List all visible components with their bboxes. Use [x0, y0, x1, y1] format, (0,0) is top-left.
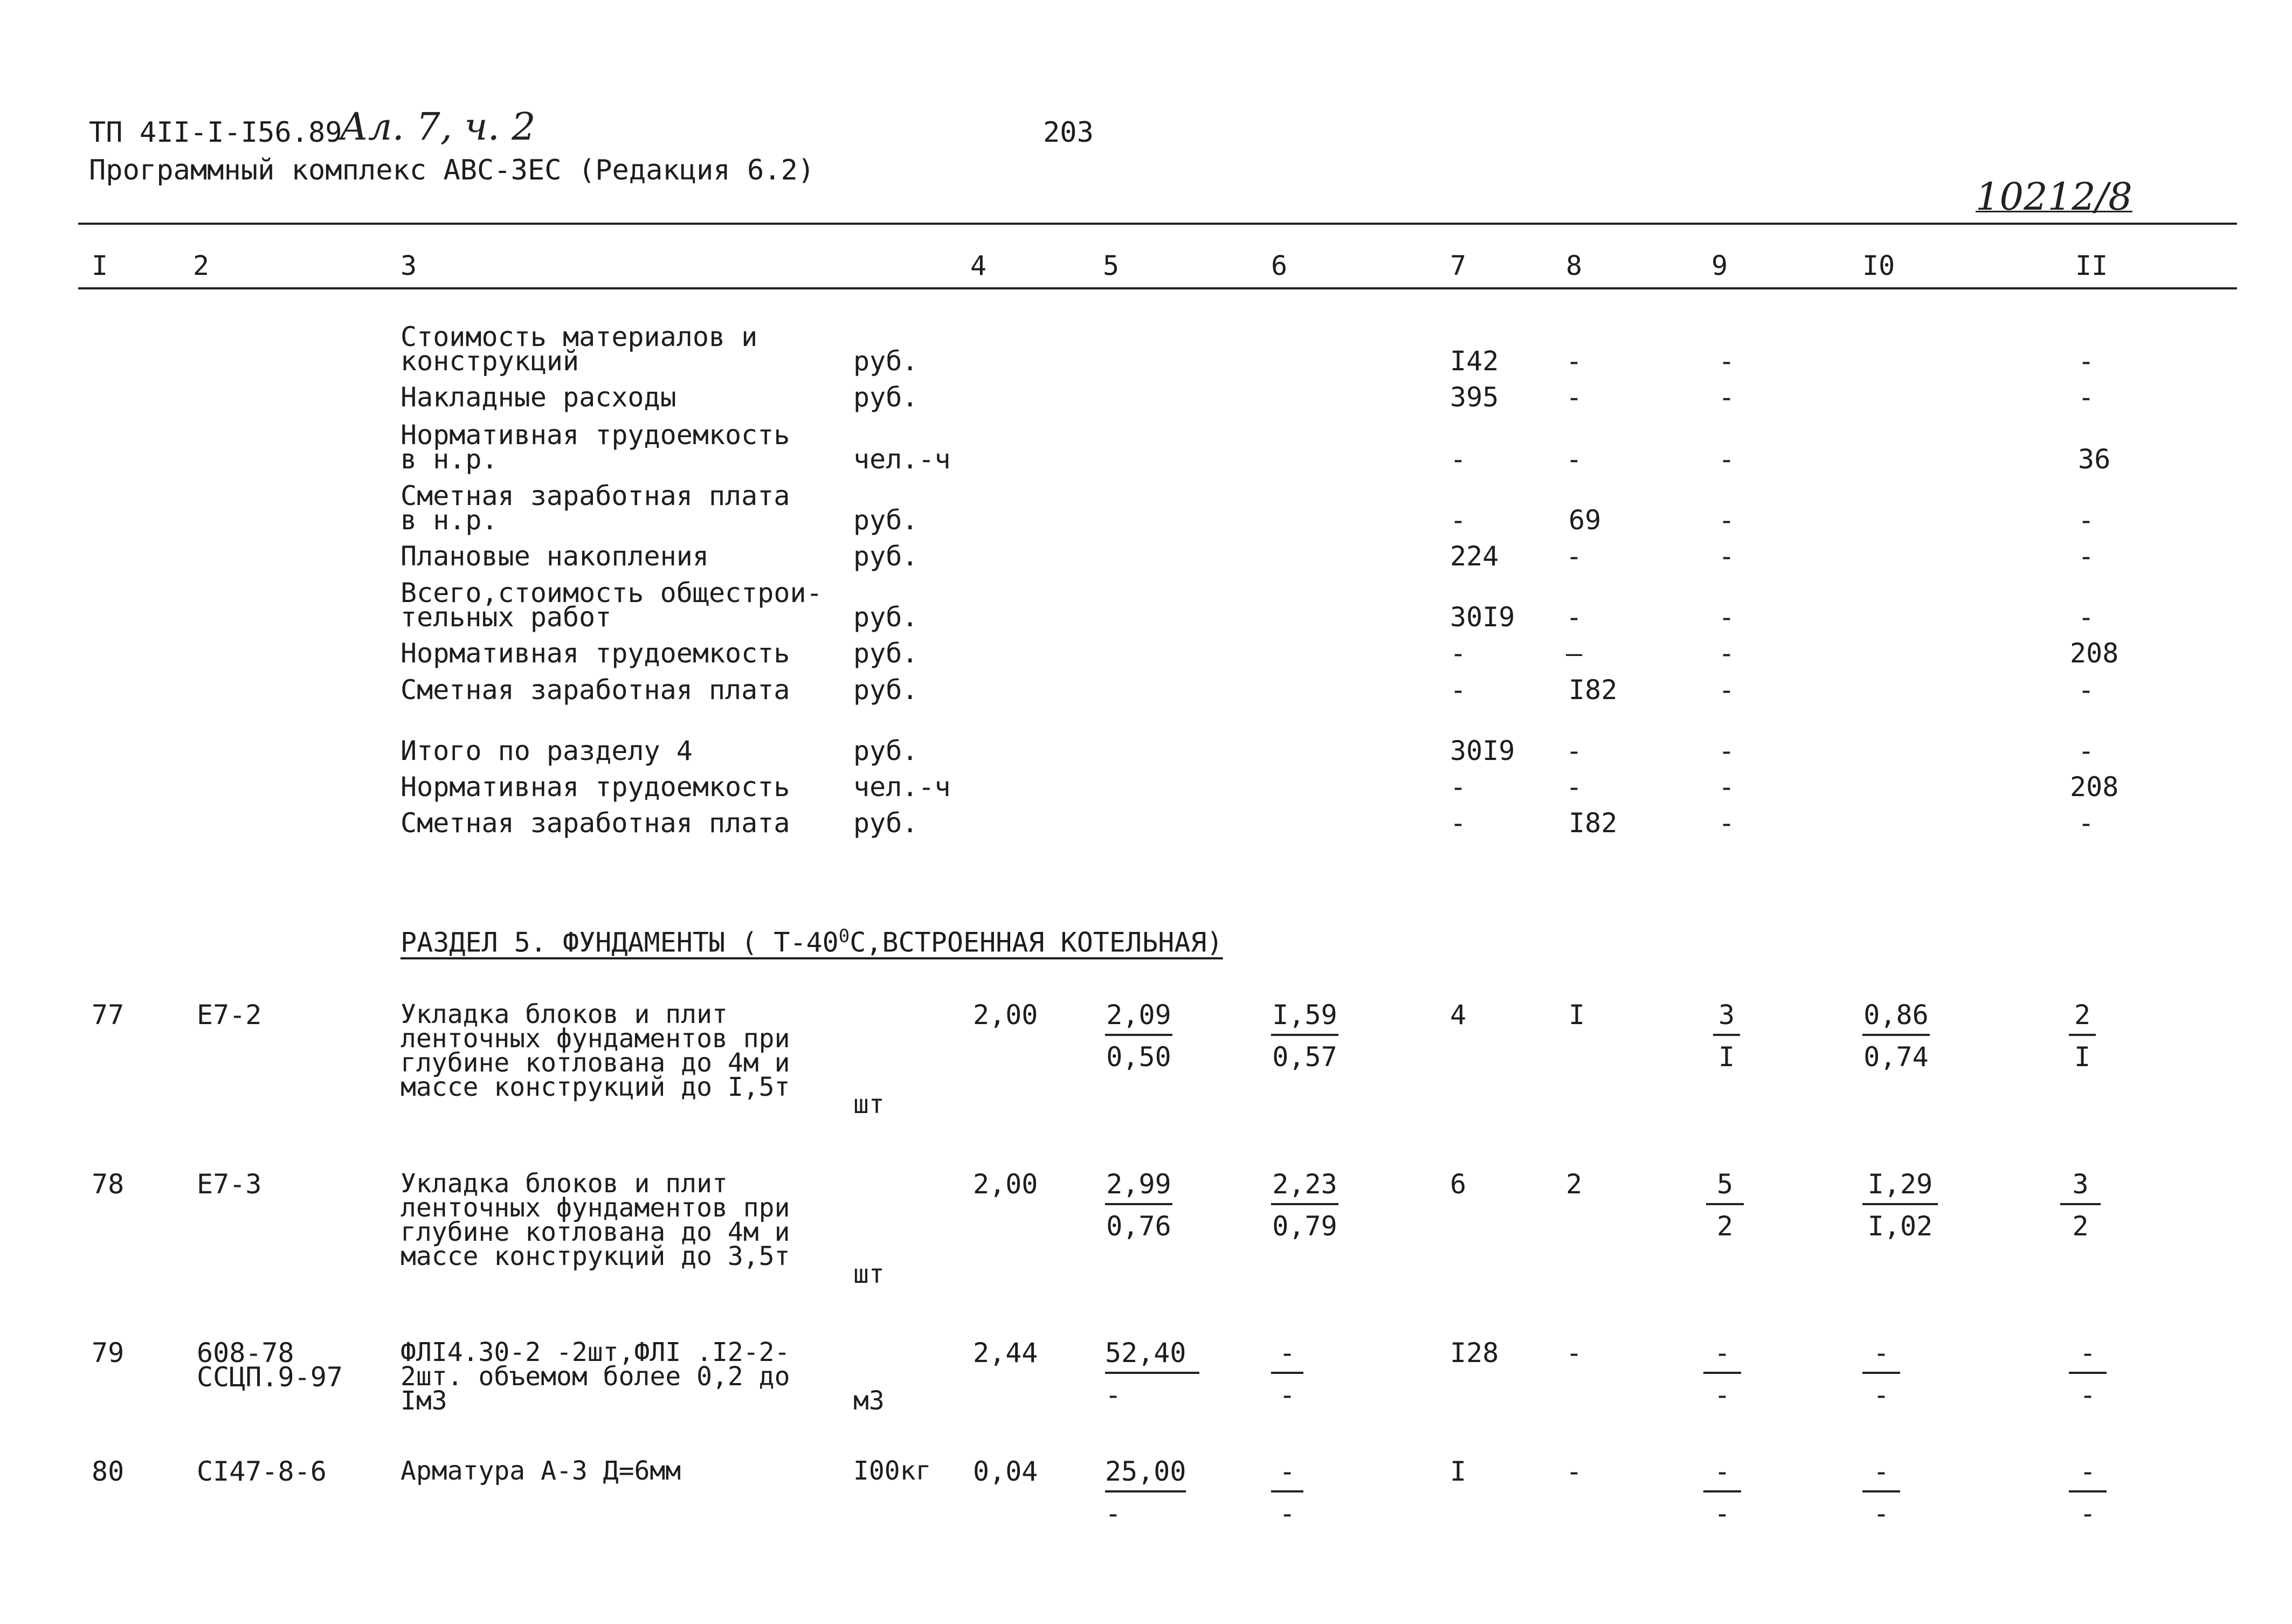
summary-col9: - — [1718, 505, 1735, 536]
item-col6-fraction — [1271, 1337, 1303, 1411]
section-title-degree: 0 — [838, 925, 850, 947]
handwritten-note: Ал. 7, ч. 2 — [340, 105, 536, 149]
fraction-numerator: 3 — [1713, 1001, 1740, 1036]
fraction-numerator: - — [1271, 1339, 1303, 1374]
item-col9-fraction — [1713, 999, 1740, 1073]
fraction-denominator: 0,57 — [1272, 1041, 1337, 1073]
fraction-numerator: I,59 — [1271, 1001, 1338, 1036]
summary-col9: - — [1718, 735, 1735, 766]
item-description: ленточных фундаментов при — [401, 1193, 790, 1223]
item-quantity: 0,04 — [973, 1456, 1038, 1487]
item-unit: м3 — [853, 1386, 885, 1416]
fraction-numerator: 52,40 — [1105, 1339, 1199, 1374]
summary-unit: руб. — [853, 345, 919, 377]
summary-col7: 224 — [1450, 541, 1499, 572]
item-number: 79 — [92, 1337, 125, 1369]
summary-col11: - — [2078, 602, 2095, 633]
fraction-denominator: - — [1279, 1498, 1296, 1529]
summary-col9: - — [1718, 541, 1735, 572]
item-description: Укладка блоков и плит — [401, 1169, 728, 1199]
fraction-numerator: 2 — [2069, 1001, 2096, 1036]
summary-col11: 36 — [2078, 444, 2111, 475]
summary-col9: - — [1718, 771, 1735, 803]
item-col8: I — [1569, 999, 1585, 1031]
column-header: 8 — [1566, 250, 1583, 281]
fraction-numerator: 3 — [2060, 1171, 2101, 1205]
summary-col8: - — [1566, 771, 1583, 803]
summary-col7: 30I9 — [1450, 735, 1515, 766]
summary-col7: I42 — [1450, 345, 1499, 377]
section-title-text: РАЗДЕЛ 5. ФУНДАМЕНТЫ ( Т-40 — [401, 927, 839, 958]
item-unit: шт — [853, 1089, 885, 1119]
summary-col11: - — [2078, 674, 2095, 706]
fraction-numerator: 5 — [1706, 1171, 1744, 1205]
fraction-numerator: - — [2069, 1458, 2107, 1492]
item-col11-fraction — [2069, 1337, 2107, 1411]
fraction-numerator: 2,99 — [1105, 1171, 1172, 1205]
summary-col7: - — [1450, 638, 1467, 669]
summary-col11: - — [2078, 382, 2095, 413]
summary-col8: - — [1566, 602, 1583, 633]
summary-unit: руб. — [853, 674, 919, 706]
summary-unit: руб. — [853, 505, 919, 536]
fraction-numerator: - — [2069, 1339, 2107, 1374]
item-code: СI47-8-6 — [197, 1456, 327, 1487]
summary-label: Нормативная трудоемкость — [401, 419, 790, 451]
fraction-numerator: 2,23 — [1271, 1171, 1338, 1205]
item-number: 80 — [92, 1456, 125, 1487]
item-description: массе конструкций до I,5т — [401, 1072, 790, 1102]
summary-label: конструкций — [401, 345, 579, 377]
item-unit: I00кг — [853, 1456, 931, 1486]
summary-unit: чел.-ч — [853, 771, 951, 803]
summary-col9: - — [1718, 382, 1735, 413]
item-col10-fraction — [1862, 999, 1930, 1073]
summary-col7: - — [1450, 674, 1467, 706]
item-description: ленточных фундаментов при — [401, 1024, 790, 1054]
summary-col11: 208 — [2070, 638, 2119, 669]
item-col10-fraction — [1862, 1171, 1938, 1240]
summary-col8: I82 — [1569, 807, 1618, 839]
column-header: I0 — [1862, 250, 1895, 281]
fraction-denominator: I,02 — [1867, 1211, 1933, 1242]
item-col5-fraction — [1105, 1458, 1186, 1527]
summary-unit: руб. — [853, 735, 919, 766]
fraction-denominator: 0,50 — [1106, 1041, 1171, 1073]
fraction-numerator: - — [1862, 1458, 1900, 1492]
summary-col7: 395 — [1450, 382, 1499, 413]
column-header: 5 — [1103, 250, 1120, 281]
summary-col8: - — [1566, 735, 1583, 766]
item-code: 608-78 — [197, 1337, 294, 1369]
fraction-denominator: - — [1714, 1498, 1731, 1529]
item-code: Е7-2 — [197, 999, 262, 1031]
item-col6-fraction — [1271, 1458, 1303, 1527]
item-col11-fraction — [2060, 1171, 2101, 1240]
summary-col9: - — [1718, 807, 1735, 839]
summary-col8: — — [1566, 638, 1583, 669]
summary-unit: руб. — [853, 541, 919, 572]
document-code: ТП 4II-I-I56.89 — [89, 116, 342, 149]
table-top-rule — [78, 223, 2237, 225]
summary-col9: - — [1718, 638, 1735, 669]
summary-label: Нормативная трудоемкость — [401, 638, 790, 669]
item-quantity: 2,00 — [973, 999, 1038, 1031]
item-col8: 2 — [1566, 1169, 1583, 1200]
fraction-denominator: I — [2074, 1041, 2091, 1073]
summary-label: Стоимость материалов и — [401, 321, 758, 353]
item-unit: шт — [853, 1259, 885, 1289]
fraction-denominator: 0,74 — [1863, 1041, 1929, 1073]
fraction-numerator: 2,09 — [1105, 1001, 1172, 1036]
summary-col8: I82 — [1569, 674, 1618, 706]
summary-col11: - — [2078, 807, 2095, 839]
item-col10-fraction — [1862, 1458, 1900, 1527]
summary-label: Сметная заработная плата — [401, 807, 790, 839]
summary-unit: руб. — [853, 807, 919, 839]
fraction-denominator: - — [1279, 1379, 1296, 1411]
fraction-numerator: 25,00 — [1105, 1458, 1186, 1492]
column-header: 9 — [1711, 250, 1728, 281]
fraction-denominator: 2 — [2072, 1211, 2089, 1242]
item-description: Арматура А-3 Д=6мм — [401, 1456, 681, 1486]
item-col9-fraction — [1703, 1458, 1741, 1527]
summary-label: Всего,стоимость общестрои- — [401, 577, 823, 609]
summary-col9: - — [1718, 345, 1735, 377]
summary-label: Сметная заработная плата — [401, 674, 790, 706]
item-col8: - — [1566, 1337, 1583, 1369]
item-description: массе конструкций до 3,5т — [401, 1241, 790, 1271]
summary-col11: 208 — [2070, 771, 2119, 803]
fraction-numerator: 0,86 — [1862, 1001, 1930, 1036]
summary-label: тельных работ — [401, 602, 612, 633]
item-description: Iм3 — [401, 1386, 447, 1416]
column-header: 4 — [970, 250, 987, 281]
item-description: глубине котлована до 4м и — [401, 1048, 790, 1078]
item-number: 77 — [92, 999, 125, 1031]
item-col11-fraction — [2069, 1458, 2107, 1527]
summary-unit: руб. — [853, 602, 919, 633]
fraction-denominator: - — [2079, 1379, 2096, 1411]
summary-col9: - — [1718, 674, 1735, 706]
column-header: 2 — [193, 250, 210, 281]
item-quantity: 2,44 — [973, 1337, 1038, 1369]
item-col7: 4 — [1450, 999, 1467, 1031]
column-header: I — [92, 250, 108, 281]
item-col8: - — [1566, 1456, 1583, 1487]
item-col9-fraction — [1703, 1337, 1741, 1411]
fraction-denominator: I — [1718, 1041, 1735, 1073]
item-col6-fraction — [1271, 1171, 1338, 1240]
fraction-numerator: I,29 — [1862, 1171, 1938, 1205]
summary-label: Плановые накопления — [401, 541, 709, 572]
page-number: 203 — [1043, 116, 1094, 149]
fraction-denominator: - — [1873, 1498, 1890, 1529]
section-title — [401, 927, 1223, 956]
summary-label: Накладные расходы — [401, 382, 676, 413]
item-col7: I — [1450, 1456, 1467, 1487]
summary-col7: 30I9 — [1450, 602, 1515, 633]
summary-col8: - — [1566, 541, 1583, 572]
summary-col9: - — [1718, 444, 1735, 475]
fraction-numerator: - — [1703, 1458, 1741, 1492]
summary-col8: - — [1566, 444, 1583, 475]
summary-col7: - — [1450, 807, 1467, 839]
column-header: 3 — [401, 250, 417, 281]
summary-col11: - — [2078, 505, 2095, 536]
summary-col8: - — [1566, 345, 1583, 377]
summary-unit: руб. — [853, 382, 919, 413]
summary-col11: - — [2078, 345, 2095, 377]
summary-label: Итого по разделу 4 — [401, 735, 693, 766]
summary-col9: - — [1718, 602, 1735, 633]
summary-col7: - — [1450, 505, 1467, 536]
summary-label: в н.р. — [401, 444, 498, 475]
fraction-denominator: - — [2079, 1498, 2096, 1529]
summary-col7: - — [1450, 444, 1467, 475]
summary-col7: - — [1450, 771, 1467, 803]
fraction-denominator: 2 — [1716, 1211, 1734, 1242]
item-col10-fraction — [1862, 1337, 1900, 1411]
item-col6-fraction — [1271, 999, 1338, 1073]
summary-unit: чел.-ч — [853, 444, 951, 475]
fraction-denominator: - — [1714, 1379, 1731, 1411]
document-subtitle: Программный комплекс АВС-ЗЕС (Редакция 6.2) — [89, 154, 815, 186]
item-col9-fraction — [1706, 1171, 1744, 1240]
summary-label: Нормативная трудоемкость — [401, 771, 790, 803]
item-col7: I28 — [1450, 1337, 1499, 1369]
summary-col11: - — [2078, 735, 2095, 766]
fraction-denominator: - — [1105, 1379, 1122, 1411]
fraction-numerator: - — [1862, 1339, 1900, 1374]
summary-col8: 69 — [1569, 505, 1601, 536]
item-col5-fraction — [1105, 1171, 1172, 1240]
column-header: 6 — [1271, 250, 1288, 281]
fraction-denominator: - — [1873, 1379, 1890, 1411]
summary-col8: - — [1566, 382, 1583, 413]
item-col11-fraction — [2069, 999, 2096, 1073]
column-header: 7 — [1450, 250, 1467, 281]
summary-label: в н.р. — [401, 505, 498, 536]
item-description: глубине котлована до 4м и — [401, 1217, 790, 1247]
item-description: ФЛI4.30-2 -2шт,ФЛI .I2-2- — [401, 1337, 790, 1367]
item-code: Е7-3 — [197, 1169, 262, 1200]
stamp-number: 10212/8 — [1976, 175, 2132, 219]
item-code: ССЦП.9-97 — [197, 1362, 343, 1393]
item-quantity: 2,00 — [973, 1169, 1038, 1200]
item-number: 78 — [92, 1169, 125, 1200]
fraction-numerator: - — [1703, 1339, 1741, 1374]
fraction-numerator: - — [1271, 1458, 1303, 1492]
item-col7: 6 — [1450, 1169, 1467, 1200]
summary-label: Сметная заработная плата — [401, 480, 790, 512]
fraction-denominator: 0,76 — [1106, 1211, 1171, 1242]
item-description: Укладка блоков и плит — [401, 999, 728, 1029]
summary-col11: - — [2078, 541, 2095, 572]
table-header-rule — [78, 287, 2237, 289]
item-col5-fraction — [1105, 999, 1172, 1073]
item-description: 2шт. объемом более 0,2 до — [401, 1362, 790, 1392]
item-col5-fraction — [1105, 1337, 1199, 1411]
fraction-denominator: - — [1105, 1498, 1122, 1529]
fraction-denominator: 0,79 — [1272, 1211, 1337, 1242]
column-header: II — [2075, 250, 2108, 281]
section-title-text: С,ВСТРОЕННАЯ КОТЕЛЬНАЯ) — [850, 927, 1223, 958]
summary-unit: руб. — [853, 638, 919, 669]
